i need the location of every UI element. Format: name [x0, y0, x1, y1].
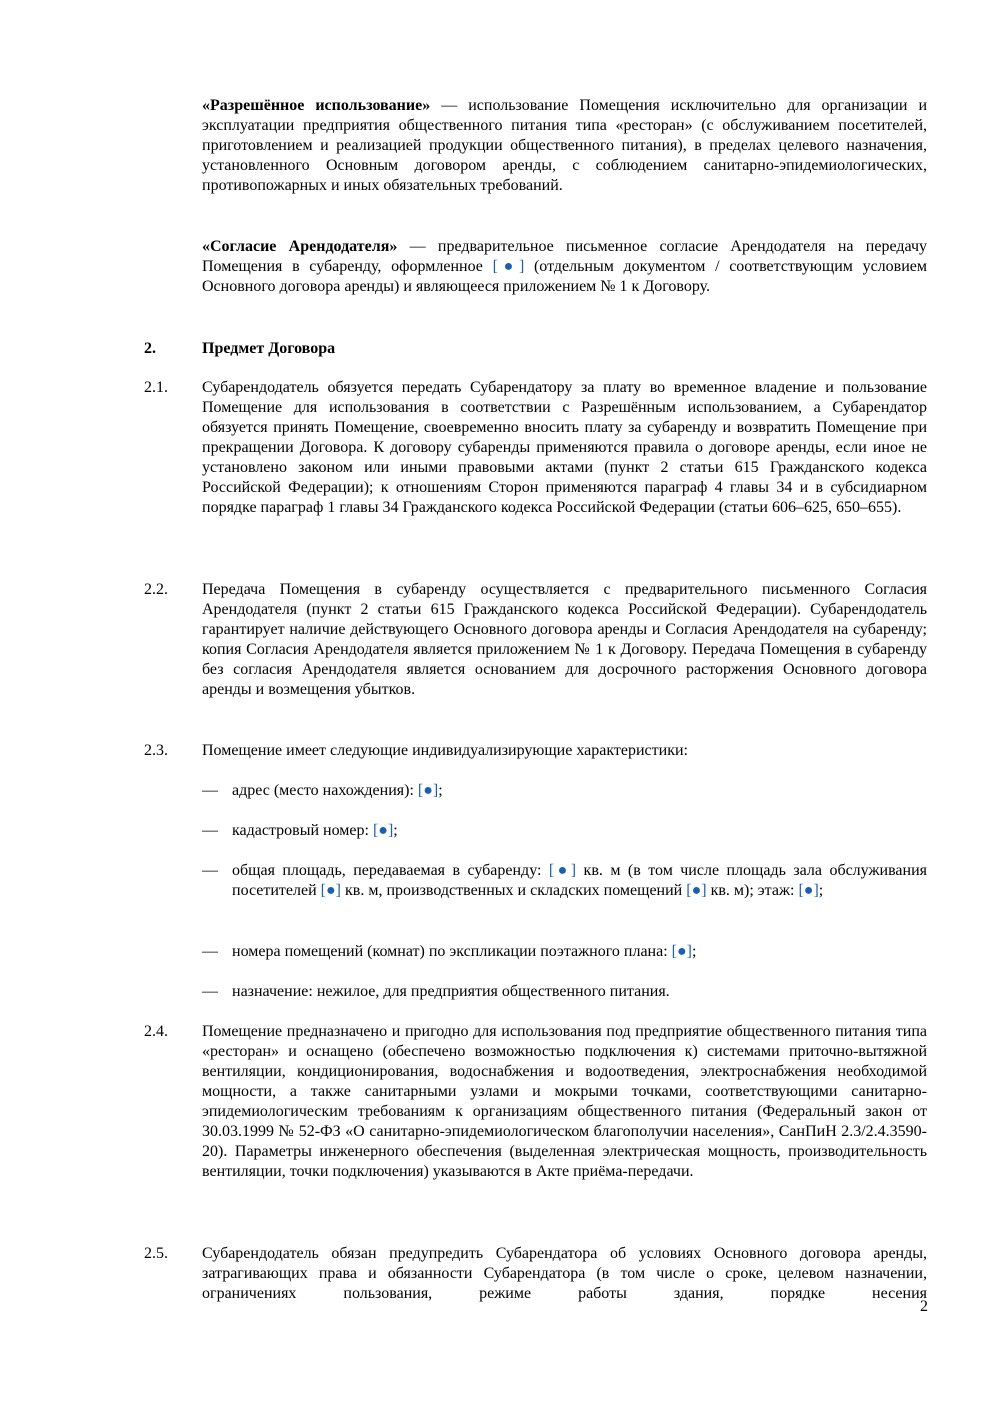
bullet-text: кв. м (в том числе площадь зала обслуживания посетителей	[232, 862, 928, 899]
bullet-text: кадастровый номер:	[232, 822, 373, 839]
clause-number: 2.4.	[144, 1023, 168, 1040]
placeholder-marker: [●]	[548, 862, 577, 879]
definition-text: (отдельным документом / соответствующим условием Основного договора аренды) и являющееся приложением № 1 к Договору.	[202, 258, 928, 295]
clause-text: Субарендодатель обязан предупредить Субарендатора об условиях Основного договора аренды, затрагивающих права и обязанности Субарендатора (в том числе о сроке, целевом назначении, ограничениях пользования, режиме работы здания, порядке несения	[202, 1245, 927, 1302]
placeholder-marker: [●]	[798, 882, 819, 899]
placeholder-marker: [●]	[417, 782, 439, 799]
bullet-text: кв. м, производственных и складских помещений	[340, 882, 687, 899]
bullet-dash: —	[202, 782, 218, 799]
bullet-dash: —	[202, 983, 218, 1000]
clause-number: 2.2.	[144, 581, 168, 598]
bullet-cadastral-number	[232, 821, 927, 841]
page-number: 2	[920, 1298, 928, 1315]
bullet-text: ;	[393, 822, 398, 839]
bullet-text: ;	[691, 943, 697, 960]
bullet-dash: —	[202, 862, 218, 879]
definition-text: — использование Помещения исключительно для организации и эксплуатации предприятия общественного питания типа «ресторан» (с обслуживанием посетителей, приготовлением и реализацией продукции общественного питания), в пределах целевого назначения, установленного Основным договором аренды, с соблюдением санитарно-эпидемиологических, противопожарных и иных обязательных требований.	[202, 97, 928, 194]
bullet-text: общая площадь, передаваемая в субаренду:	[232, 862, 549, 879]
section-title: Предмет Договора	[202, 340, 336, 357]
bullet-address	[232, 781, 927, 801]
clause-number: 2.3.	[144, 742, 168, 759]
placeholder-marker: [●]	[671, 943, 692, 960]
definition-term: «Согласие Арендодателя»	[202, 238, 398, 255]
clause-text: Субарендодатель обязуется передать Субарендатору за плату во временное владение и пользование Помещение для использования в соответствии с Разрешённым использованием, а Субарендатор обязуется принять Помещение, своевременно вносить плату за субаренду и возвратить Помещение при прекращении Договора. К договору субаренды применяются правила о договоре аренды, если иное не установлено законом или иными правовыми актами (пункт 2 статьи 615 Гражданского кодекса Российской Федерации); к отношениям Сторон применяются параграф 4 главы 34 и в субсидиарном порядке параграф 1 главы 34 Гражданского кодекса Российской Федерации (статьи 606–625, 650–655).	[202, 379, 927, 516]
bullet-dash: —	[202, 822, 218, 839]
definition-text: — предварительное письменное согласие Арендодателя на передачу Помещения в субаренду, оформленное	[202, 238, 927, 275]
bullet-text: ;	[818, 882, 824, 899]
bullet-text: кв. м); этаж:	[706, 882, 799, 899]
clause-number: 2.1.	[144, 379, 168, 396]
bullet-text: ;	[438, 782, 443, 799]
definition-term: «Разрешённое использование»	[202, 97, 431, 114]
bullet-dash: —	[202, 943, 218, 960]
clause-text: Помещение предназначено и пригодно для использования под предприятие общественного питания типа «ресторан» и оснащено (обеспечено возможностью подключения к) системами приточно-вытяжной вентиляции, кондиционирования, водоснабжения и водоотведения, электроснабжения необходимой мощности, а также санитарными узлами и мокрыми точками, соответствующими санитарно-эпидемиологическим требованиям к организациям общественного питания (Федеральный закон от 30.03.1999 № 52-ФЗ «О санитарно-эпидемиологическом благополучии населения», СанПиН 2.3/2.4.3590-20). Параметры инженерного обеспечения (выделенная электрическая мощность, производительность вентиляции, точки подключения) указываются в Акте приёма-передачи.	[202, 1023, 927, 1180]
bullet-purpose: назначение: нежилое, для предприятия общественного питания.	[232, 983, 670, 1000]
clause-text: Передача Помещения в субаренду осуществляется с предварительного письменного Согласия Арендодателя (пункт 2 статьи 615 Гражданского кодекса Российской Федерации). Субарендодатель гарантирует наличие действующего Основного договора аренды и Согласия Арендодателя на субаренду; копия Согласия Арендодателя является приложением № 1 к Договору. Передача Помещения в субаренду без согласия Арендодателя является основанием для досрочного расторжения Основного договора аренды и возмещения убытков.	[202, 581, 927, 698]
definition-permitted-use	[202, 96, 927, 196]
clause-number: 2.5.	[144, 1245, 168, 1262]
placeholder-marker: [●]	[320, 882, 341, 899]
bullet-text: адрес (место нахождения):	[232, 782, 418, 799]
bullet-room-numbers	[232, 942, 927, 962]
placeholder-marker: [●]	[372, 822, 394, 839]
definition-lessor-consent	[202, 237, 927, 297]
placeholder-marker: [●]	[492, 258, 525, 275]
placeholder-marker: [●]	[686, 882, 707, 899]
bullet-text: номера помещений (комнат) по экспликации поэтажного плана:	[232, 943, 672, 960]
section-number: 2.	[144, 340, 156, 357]
clause-text: Помещение имеет следующие индивидуализирующие характеристики:	[202, 742, 688, 759]
bullet-total-area	[232, 861, 927, 901]
